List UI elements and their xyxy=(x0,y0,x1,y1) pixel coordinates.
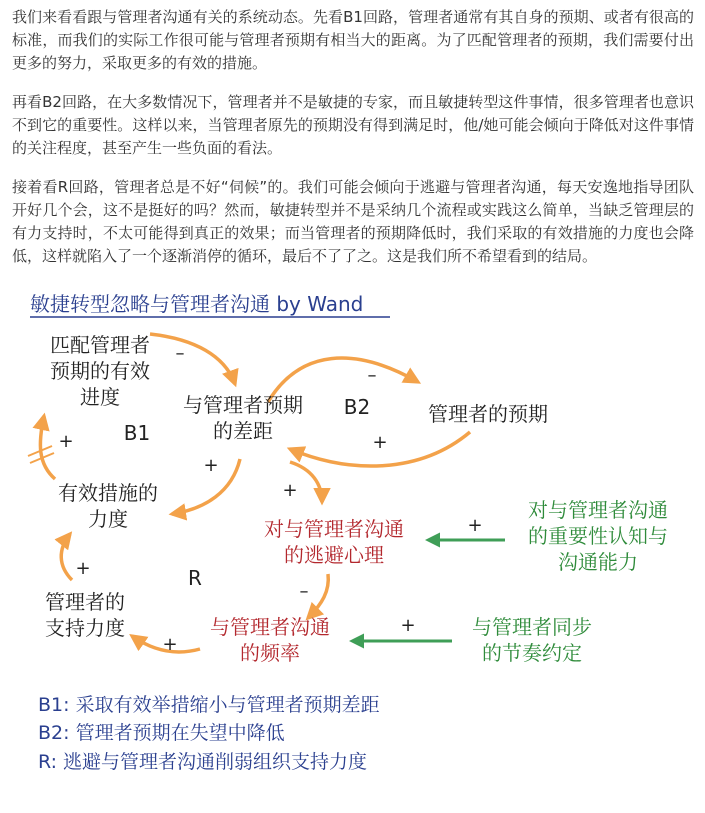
svg-text:与管理者预期: 与管理者预期 xyxy=(183,393,303,417)
sign-expect-to-gap: + xyxy=(372,432,388,453)
svg-text:预期的有效: 预期的有效 xyxy=(50,359,150,383)
article-text xyxy=(12,6,694,268)
svg-text:匹配管理者: 匹配管理者 xyxy=(50,333,150,357)
node-expectation-gap xyxy=(183,393,303,443)
node-effective-measures xyxy=(58,481,158,531)
svg-text:沟通能力: 沟通能力 xyxy=(558,550,638,574)
svg-text:与管理者沟通: 与管理者沟通 xyxy=(210,615,330,639)
sign-progress-to-gap: – xyxy=(175,343,185,364)
sign-importance-to-avoid: + xyxy=(467,515,483,536)
sign-support-to-measures: + xyxy=(75,558,91,579)
sign-avoid-to-frequency: – xyxy=(299,581,309,602)
sign-gap-to-measures: + xyxy=(203,455,219,476)
node-match-progress xyxy=(50,333,150,409)
svg-text:的差距: 的差距 xyxy=(213,419,273,443)
svg-text:对与管理者沟通: 对与管理者沟通 xyxy=(528,498,668,522)
svg-text:的重要性认知与: 的重要性认知与 xyxy=(528,524,668,548)
arrow-progress-to-gap xyxy=(150,334,235,384)
sign-gap-to-expect: – xyxy=(367,365,377,386)
node-manager-expectation xyxy=(428,402,548,426)
arrow-avoid-to-frequency xyxy=(308,574,328,618)
loop-label-b1: B1 xyxy=(123,421,151,445)
causal-loop-diagram xyxy=(0,284,705,784)
diagram-title: 敏捷转型忽略与管理者沟通 by Wand xyxy=(30,292,364,316)
svg-text:有效措施的: 有效措施的 xyxy=(58,481,158,505)
legend-b1: B1: 采取有效举措缩小与管理者预期差距 xyxy=(38,694,380,716)
sign-gap-to-avoid: + xyxy=(282,480,298,501)
svg-text:支持力度: 支持力度 xyxy=(45,616,125,640)
svg-text:力度: 力度 xyxy=(88,507,128,531)
paragraph-b2: 再看B2回路，在大多数情况下，管理者并不是敏捷的专家，而且敏捷转型这件事情，很多管理者也意识不到它的重要性。这样以来，当管理者原先的预期没有得到满足时，他/她可能会倾向于降低对这件事情的关注程度，甚至产生一些负面的看法。 xyxy=(12,93,694,157)
svg-text:进度: 进度 xyxy=(80,385,120,409)
sign-sync-to-frequency: + xyxy=(400,615,416,636)
loop-label-b2: B2 xyxy=(343,395,371,419)
sign-measures-to-progress: + xyxy=(58,431,74,452)
svg-text:管理者的: 管理者的 xyxy=(45,590,125,614)
arrow-support-to-measures xyxy=(61,534,72,580)
paragraph-b1: 我们来看看跟与管理者沟通有关的系统动态。先看B1回路，管理者通常有其自身的预期、或者有很高的标准，而我们的实际工作很可能与管理者预期有相当大的距离。为了匹配管理者的预期，我们需要付出更多的努力，采取更多的有效的措施。 xyxy=(12,8,694,72)
svg-text:管理者的预期: 管理者的预期 xyxy=(428,402,548,426)
legend-b2: B2: 管理者预期在失望中降低 xyxy=(38,722,285,744)
loop-label-r: R xyxy=(188,566,202,590)
node-importance-awareness xyxy=(528,498,668,574)
legend-r: R: 逃避与管理者沟通削弱组织支持力度 xyxy=(38,751,368,773)
sign-frequency-to-support: + xyxy=(162,634,178,655)
svg-text:的逃避心理: 的逃避心理 xyxy=(284,543,384,567)
svg-text:的节奏约定: 的节奏约定 xyxy=(482,641,582,665)
svg-text:的频率: 的频率 xyxy=(240,641,300,665)
svg-text:与管理者同步: 与管理者同步 xyxy=(472,615,592,639)
node-sync-rhythm xyxy=(472,615,592,665)
svg-text:对与管理者沟通: 对与管理者沟通 xyxy=(264,517,404,541)
node-avoid-psychology xyxy=(264,517,404,567)
node-manager-support xyxy=(45,590,125,640)
paragraph-r: 接着看R回路，管理者总是不好“伺候”的。我们可能会倾向于逃避与管理者沟通，每天安逸地指导团队开好几个会，这不是挺好的吗？然而，敏捷转型并不是采纳几个流程或实践这么简单，当缺乏管理层的有力支持时，不太可能得到真正的效果；而当管理者的预期降低时，我们采取的有效措施的力度也会降低，这样就陷入了一个逐渐消停的循环，最后不了了之。这是我们所不希望看到的结局。 xyxy=(12,178,694,265)
node-communication-frequency xyxy=(210,615,330,665)
